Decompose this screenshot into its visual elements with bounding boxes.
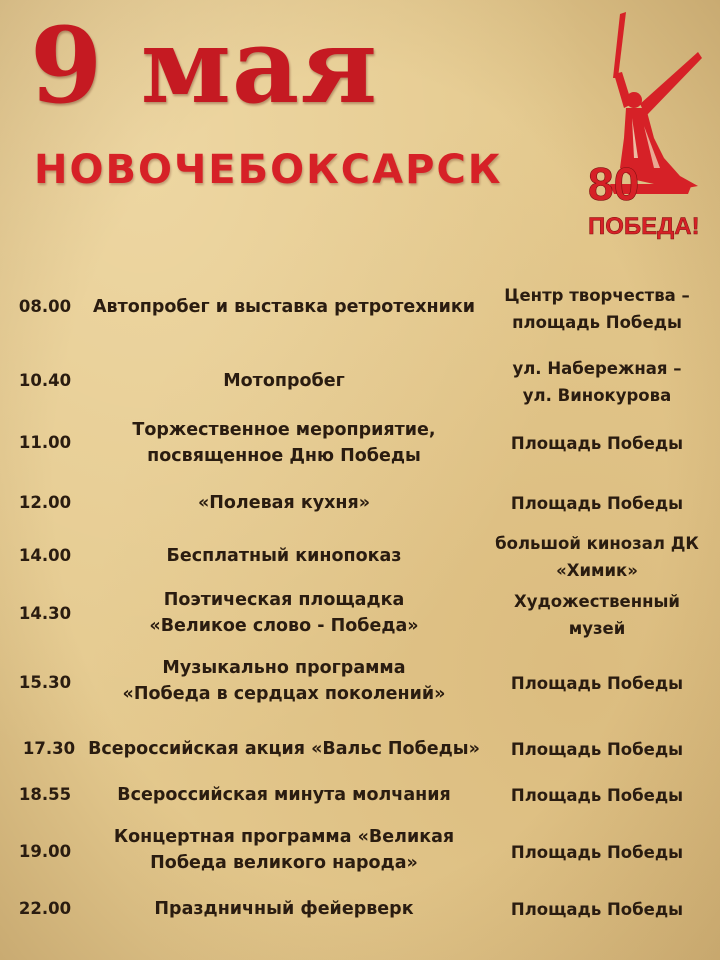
event-time: 10.40 [18, 371, 72, 390]
event-place [492, 782, 702, 809]
event-place [492, 490, 702, 517]
event-place [492, 670, 702, 697]
event-place-line: «Химик» [556, 561, 638, 580]
event-title [82, 824, 486, 876]
event-title-line: Победа великого народа» [150, 853, 418, 873]
event-place [492, 355, 702, 409]
page-title-date: 9 мая [30, 4, 379, 127]
event-place-line: Площадь Победы [510, 740, 684, 759]
event-title [82, 782, 486, 808]
event-title [82, 490, 486, 516]
event-place-line: Площадь Победы [510, 786, 684, 805]
event-time: 11.00 [18, 433, 72, 452]
event-time: 12.00 [18, 493, 72, 512]
event-place-line: ул. Набережная – [512, 359, 682, 378]
event-title [82, 896, 486, 922]
event-title-line: Автопробег и выставка ретротехники [92, 297, 476, 317]
event-place-line: большой кинозал ДК [495, 534, 699, 553]
event-title-line: Всероссийская минута молчания [117, 785, 451, 805]
event-title-line: «Полевая кухня» [197, 493, 371, 513]
event-time: 14.00 [18, 546, 72, 565]
event-time: 14.30 [18, 604, 72, 623]
event-title-line: посвященное Дню Победы [147, 446, 421, 466]
event-title-line: «Великое слово - Победа» [149, 616, 419, 636]
event-time: 17.30 [22, 739, 76, 758]
event-title [82, 587, 486, 639]
event-title-line: Концертная программа «Великая [113, 827, 455, 847]
page-title-city: НОВОЧЕБОКСАРСК [34, 147, 503, 193]
event-title-line: Всероссийская акция «Вальс Победы» [88, 739, 480, 759]
event-place [492, 736, 702, 763]
emblem-text: ПОБЕДА! [588, 213, 700, 240]
event-title-line: Мотопробег [223, 371, 345, 391]
event-time: 19.00 [18, 842, 72, 861]
event-title [82, 368, 486, 394]
event-title [82, 294, 486, 320]
event-title-line: Праздничный фейерверк [154, 899, 414, 919]
event-title-line: Торжественное мероприятие, [132, 420, 436, 440]
event-place-line: музей [568, 619, 626, 638]
event-place-line: Площадь Победы [510, 674, 684, 693]
event-place [492, 896, 702, 923]
event-place-line: Площадь Победы [510, 900, 684, 919]
event-title [82, 543, 486, 569]
event-time: 15.30 [18, 673, 72, 692]
event-title-line: Бесплатный кинопоказ [166, 546, 402, 566]
event-title-line: «Победа в сердцах поколений» [122, 684, 446, 704]
event-time: 18.55 [18, 785, 72, 804]
event-time: 22.00 [18, 899, 72, 918]
event-place-line: Площадь Победы [510, 434, 684, 453]
event-place-line: Площадь Победы [510, 843, 684, 862]
event-place-line: Центр творчества – [504, 286, 690, 305]
event-title [82, 736, 486, 762]
event-place-line: Площадь Победы [510, 494, 684, 513]
event-title-line: Музыкально программа [162, 658, 406, 678]
event-place [492, 839, 702, 866]
event-place-line: площадь Победы [512, 313, 682, 332]
event-place [492, 530, 702, 584]
emblem-number: 80 [588, 158, 640, 210]
event-place [492, 588, 702, 642]
event-place-line: Художественный [513, 592, 680, 611]
event-title [82, 417, 486, 469]
event-title-line: Поэтическая площадка [163, 590, 405, 610]
event-place-line: ул. Винокурова [522, 386, 672, 405]
event-time: 08.00 [18, 297, 72, 316]
event-place [492, 430, 702, 457]
event-title [82, 655, 486, 707]
event-place [492, 282, 702, 336]
